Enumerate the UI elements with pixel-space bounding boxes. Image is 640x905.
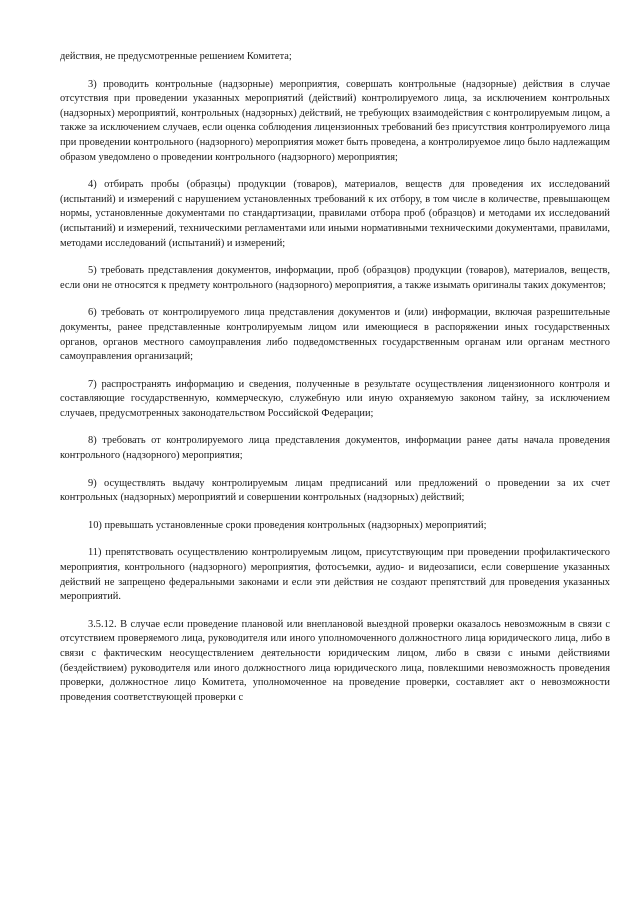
paragraph-item-3: 3) проводить контрольные (надзорные) мероприятия, совершать контрольные (надзорные) действия в случае отсутствия при проведении указанных мероприятий (действий) контролируемого лица, за исключением контрольных (надзорных) мероприятий, контрольных (надзорных) действий, не требующих взаимодействия с контролируемым лицом, а также за исключением случаев, если оценка соблюдения лицензионных требований без присутствия контролируемого лица при проведении контрольного (надзорного) мероприятия может быть проведена, а контролируемое лицо было надлежащим образом уведомлено о проведении контрольного (надзорного) мероприятия; [60,78,610,163]
paragraph-item-11: 11) препятствовать осуществлению контролируемым лицом, присутствующим при проведении профилактического мероприятия, контрольного (надзорного) мероприятия, фотосъемки, аудио- и видеозаписи, если совершение указанных действий не запрещено федеральными законами и если эти действия не создают препятствий для проведения указанных мероприятий. [60,547,610,603]
paragraph-item-8: 8) требовать от контролируемого лица представления документов, информации ранее даты начала проведения контрольного (надзорного) мероприятия; [60,435,610,462]
document-page [60,50,610,705]
paragraph-item-7: 7) распространять информацию и сведения, полученные в результате осуществления лицензионного контроля и составляющие государственную, коммерческую, служебную или иную охраняемую законом тайну, за исключением случаев, предусмотренных законодательством Российской Федерации; [60,378,610,419]
paragraph-item-10: 10) превышать установленные сроки проведения контрольных (надзорных) мероприятий; [88,519,487,531]
paragraph-item-6: 6) требовать от контролируемого лица представления документов и (или) информации, включая разрешительные документы, ранее представленные контролируемым лицом или имеющиеся в распоряжении иных государственных органов, органов местного самоуправления либо подведомственных государственным органам или органам местного самоуправления организаций; [60,307,610,363]
paragraph-item-9: 9) осуществлять выдачу контролируемым лицам предписаний или предложений о проведении за их счет контрольных (надзорных) мероприятий и совершении контрольных (надзорных) действий; [60,477,610,504]
paragraph-item-5: 5) требовать представления документов, информации, проб (образцов) продукции (товаров), материалов, веществ, если они не относятся к предмету контрольного (надзорного) мероприятия, а также изымать оригиналы таких документов; [60,265,610,291]
paragraph-continuation: действия, не предусмотренные решением Комитета; [60,51,292,62]
paragraph-section-3-5-12: 3.5.12. В случае если проведение плановой или внеплановой выездной проверки оказалось невозможным в связи с отсутствием проверяемого лица, руководителя или иного уполномоченного должностного лица юридического лица, либо в связи с фактическим неосуществлением деятельности юридическим лицом, либо в связи с иными действиями (бездействием) руководителя или иного должностного лица юридического лица, повлекшими невозможность проведения проверки, должностное лицо Комитета, уполномоченное на проведение проверки, составляет акт о невозможности проведения соответствующей проверки с [60,618,610,703]
paragraph-item-4: 4) отбирать пробы (образцы) продукции (товаров), материалов, веществ для проведения их исследований (испытаний) и измерений с нарушением установленных требований к их отбору, в том числе в количестве, превышающем нормы, установленные документами по стандартизации, правилами отбора проб (образцов) и методами их исследований (испытаний) и измерений, техническими регламентами или иными нормативными техническими документами, правилами, методами исследований (испытаний) и измерений; [60,179,610,249]
